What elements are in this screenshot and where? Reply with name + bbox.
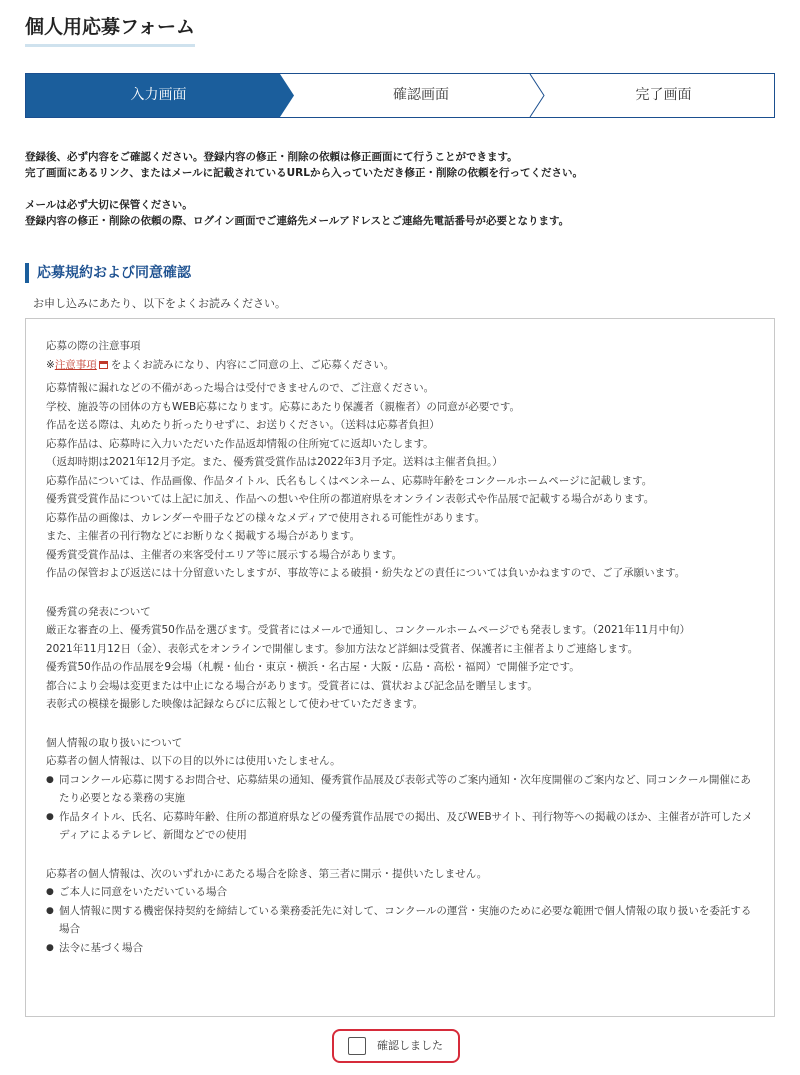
award-title: 優秀賞の発表について [46,605,151,618]
notice-line: メールは必ず大切に保管ください。 [25,199,193,211]
notes-link[interactable]: 注意事項 [54,358,97,371]
notes-prefix: ※ [46,358,55,371]
terms-paragraph: また、主催者の刊行物などにお断りなく掲載する場合があります。 [46,530,361,542]
privacy-title: 個人情報の取り扱いについて [46,736,183,749]
terms-paragraph: 応募作品については、作品画像、作品タイトル、氏名もしくはペンネーム、応募時年齢をコンクールホームページに記載します。 [46,474,653,487]
page-title: 個人用応募フォーム [25,12,195,47]
notes-link-line [46,356,756,375]
terms-paragraph: 応募情報に漏れなどの不備があった場合は受付できませんので、ご注意ください。 [46,382,435,394]
terms-paragraph: 作品の保管および返送には十分留意いたしますが、事故等による破損・紛失などの責任については負いかねますので、ご了承願います。 [46,567,686,579]
terms-scroll-box[interactable] [25,318,775,1017]
step-complete: 完了画面 [635,87,692,103]
privacy-intro: 応募者の個人情報は、以下の目的以外には使用いたしません。 [46,755,341,767]
checkbox[interactable] [348,1037,366,1055]
disclosure-bullet: ● 個人情報に関する機密保持契約を締結している業務委託先に対して、コンクールの運営・実施のために必要な範囲で個人情報の取り扱いを委託する場合 [46,902,756,939]
terms-paragraph: 応募作品の画像は、カレンダーや冊子などの様々なメディアで使用される可能性があります。 [46,511,485,524]
external-window-icon [99,361,108,369]
disclosure-bullet: ● ご本人に同意をいただいている場合 [46,883,756,902]
award-paragraph: 厳正な審査の上、優秀賞50作品を選びます。受賞者にはメールで通知し、コンクールホームページでも発表します。（2021年11月中旬） [46,624,691,636]
privacy-bullet: ● 同コンクール応募に関するお問合せ、応募結果の通知、優秀賞作品展及び表彰式等のご案内通知・次年度開催のご案内など、同コンクール開催にあたり必要となる業務の実施 [46,771,756,808]
confirm-checkbox-button[interactable] [332,1029,460,1063]
step-confirm: 確認画面 [393,87,449,103]
notes-suffix: をよくお読みになり、内容にご同意の上、ご応募ください。 [110,358,395,371]
terms-paragraph: 応募作品は、応募時に入力いただいた作品返却情報の住所宛てに返却いたします。 [46,437,434,450]
disclosure-intro: 応募者の個人情報は、次のいずれかにあたる場合を除き、第三者に開示・提供いたしません。 [46,867,488,880]
disclosure-bullet: ● 法令に基づく場合 [46,939,756,958]
step-progress-bar [25,73,775,118]
notice-line: 完了画面にあるリンク、またはメールに記載されているURLから入っていただき修正・削除の依頼を行ってください。 [25,167,583,179]
step-input: 入力画面 [130,87,187,103]
award-paragraph: 優秀賞50作品の作品展を9会場（札幌・仙台・東京・横浜・名古屋・大阪・広島・高松・福岡）で開催予定です。 [46,661,580,673]
terms-paragraph: 優秀賞受賞作品は、主催者の来客受付エリア等に展示する場合があります。 [46,548,403,561]
section-title: 応募規約および同意確認 [25,263,191,283]
registration-notice [25,149,785,229]
award-paragraph: 2021年11月12日（金）、表彰式をオンラインで開催します。参加方法など詳細は受賞者、保護者に主催者よりご連絡します。 [46,642,639,655]
confirm-label: 確認しました [377,1039,443,1052]
privacy-bullet: ● 作品タイトル、氏名、応募時年齢、住所の都道府県などの優秀賞作品展での掲出、及びWEBサイト、刊行物等への掲載のほか、主催者が許可したメディアによるテレビ、新聞などでの使用 [46,808,756,845]
terms-paragraph: （返却時期は2021年12月予定。また、優秀賞受賞作品は2022年3月予定。送料は主催者負担。） [46,456,503,468]
award-paragraph: 都合により会場は変更または中止になる場合があります。受賞者には、賞状および記念品を贈呈します。 [46,679,538,692]
award-paragraph: 表彰式の模様を撮影した映像は記録ならびに広報として使わせていただきます。 [46,698,424,710]
intro-text: お申し込みにあたり、以下をよくお読みください。 [33,297,286,310]
terms-paragraph: 作品を送る際は、丸めたり折ったりせずに、お送りください。（送料は応募者負担） [46,419,440,431]
notice-line: 登録内容の修正・削除の依頼の際、ログイン画面でご連絡先メールアドレスとご連絡先電話番号が必要となります。 [25,215,570,227]
notes-title: 応募の際の注意事項 [46,340,141,352]
terms-paragraph: 優秀賞受賞作品については上記に加え、作品への想いや住所の都道府県をオンライン表彰式や作品展で記載する場合があります。 [46,493,655,505]
terms-paragraph: 学校、施設等の団体の方もWEB応募になります。応募にあたり保護者（親権者）の同意が必要です。 [46,400,521,413]
notice-line: 登録後、必ず内容をご確認ください。登録内容の修正・削除の依頼は修正画面にて行うことができます。 [25,151,518,163]
